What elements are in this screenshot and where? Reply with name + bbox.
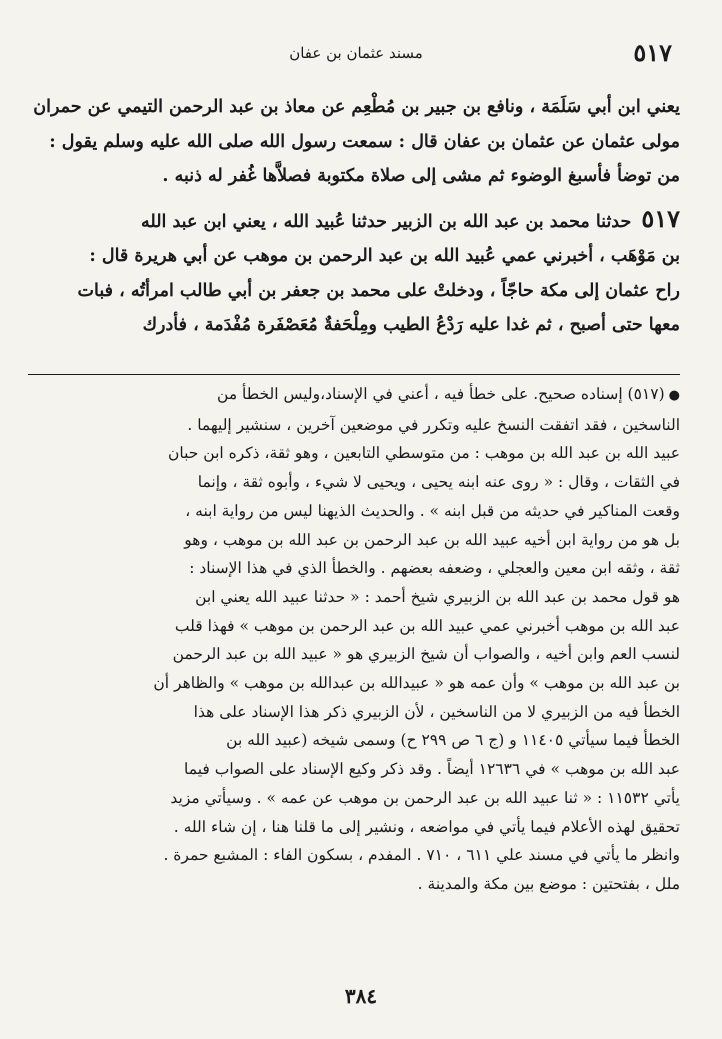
hadith-number: ٥١٧: [641, 203, 680, 233]
note-line: وقعت المناكير في حديثه من قبل ابنه » . والحديث الذيهنا ليس من رواية ابنه ،: [185, 501, 680, 520]
page-header: [40, 38, 672, 72]
text-line: معها حتى أصبح ، ثم غدا عليه رَدْعُ الطيب ومِلْحَفةٌ مُعَصْفَرة مُفْدَمة ، فأدرك: [142, 315, 680, 335]
note-line: لنسب العم وابن أخيه ، والصواب أن شيخ الزبيري هو « عبيد الله بن عبد الرحمن: [172, 645, 680, 664]
note-line: عبد الله بن موهب أخبرني عمي عبيد الله بن عبد الرحمن بن موهب » فهذا قلب: [174, 616, 680, 635]
note-line: تحقيق لهذه الأعلام فيما يأتي في مواضعه ، ونشير إلى ما قلنا هنا ، إن شاء الله .: [173, 817, 680, 836]
note-first-text: (٥١٧) إسناده صحيح. على خطأ فيه ، أعني في الإسناد،وليس الخطأ من: [217, 385, 665, 403]
note-line: بل هو من رواية ابن أخيه عبيد الله بن عبد الرحمن بن عبد الله بن موهب ، وهو: [184, 530, 680, 549]
text-line: راح عثمان إلى مكة حاجّاً ، ودخلتْ على محمد بن جعفر بن أبي طالب امرأتُه ، فبات: [77, 280, 680, 301]
note-first-line: [28, 380, 680, 411]
note-line: ملل ، بفتحتين : موضع بين مكة والمدينة .: [417, 874, 680, 893]
hadith-first-text: حدثنا محمد بن عبد الله بن الزبير حدثنا عُبيد الله ، يعني ابن عبد الله: [141, 211, 632, 232]
note-line: عبيد الله بن عبد الله بن موهب : من متوسطي التابعين ، وهو ثقة، ذكره ابن حبان: [167, 444, 680, 463]
note-line: عبد الله بن موهب » في ١٢٦٣٦ أيضاً . وقد ذكر وكيع الإسناد على الصواب فيما: [184, 760, 680, 779]
bullet-icon: ●: [668, 388, 680, 403]
footer-page-number: ٣٨٤: [344, 984, 378, 1008]
note-line: الناسخين ، فقد اتفقت النسخ عليه وتكرر في موضعين آخرين ، سنشير إليهما .: [187, 415, 680, 434]
header-page-number: ٥١٧: [633, 38, 672, 67]
footnote-divider: [28, 374, 680, 375]
hadith-first-line: [28, 202, 680, 240]
note-line: هو قول محمد بن عبد الله بن الزبيري شيخ أحمد : « حدثنا عبيد الله يعني ابن: [195, 587, 680, 606]
note-line: بن عبد الله بن موهب » وأن عمه هو « عبيدالله بن عبدالله بن موهب » والظاهر أن: [153, 674, 680, 693]
text-line: بن مَوْهَب ، أخبرني عمي عُبيد الله بن عبد الرحمن بن موهب عن أبي هريرة قال :: [89, 246, 680, 266]
running-title: مسند عثمان بن عفان: [289, 44, 423, 62]
text-line: يعني ابن أبي سَلَمَة ، ونافع بن جبير بن مُطْعِم عن معاذ بن عبد الرحمن التيمي عن حمران: [33, 97, 680, 117]
note-line: الخطأ فيه من الزبيري لا من الناسخين ، لأن الزبيري ذكر هذا الإسناد على هذا: [193, 702, 680, 721]
footnotes: [28, 380, 680, 899]
note-line: في الثقات ، وقال : « روى عنه ابنه يحيى ، ويحيى لا شيء ، وأبوه ثقة ، وإنما: [197, 473, 680, 492]
note-line: ثقة ، وثقه ابن معين والعجلي ، وضعفه بعضهم . والخطأ الذي في هذا الإسناد :: [189, 559, 680, 578]
text-line: من توضأ فأسبغ الوضوء ثم مشى إلى صلاة مكتوبة فصلاَّها غُفر له ذنبه .: [162, 166, 680, 186]
main-text: [28, 90, 680, 343]
text-line: مولى عثمان عن عثمان بن عفان قال : سمعت رسول الله صلى الله عليه وسلم يقول :: [49, 131, 680, 152]
note-line: الخطأ فيما سيأتي ١١٤٠٥ و (ج ٦ ص ٢٩٩ ح) وسمى شيخه (عبيد الله بن: [226, 731, 680, 750]
note-line: يأتي ١١٥٣٢ : « ثنا عبيد الله بن عبد الرحمن بن موهب عن عمه » . وسيأتي مزيد: [170, 788, 680, 807]
note-line: وانظر ما يأتي في مسند علي ٦١١ ، ٧١٠ . المفدم ، بسكون الفاء : المشبع حمرة .: [163, 846, 680, 865]
